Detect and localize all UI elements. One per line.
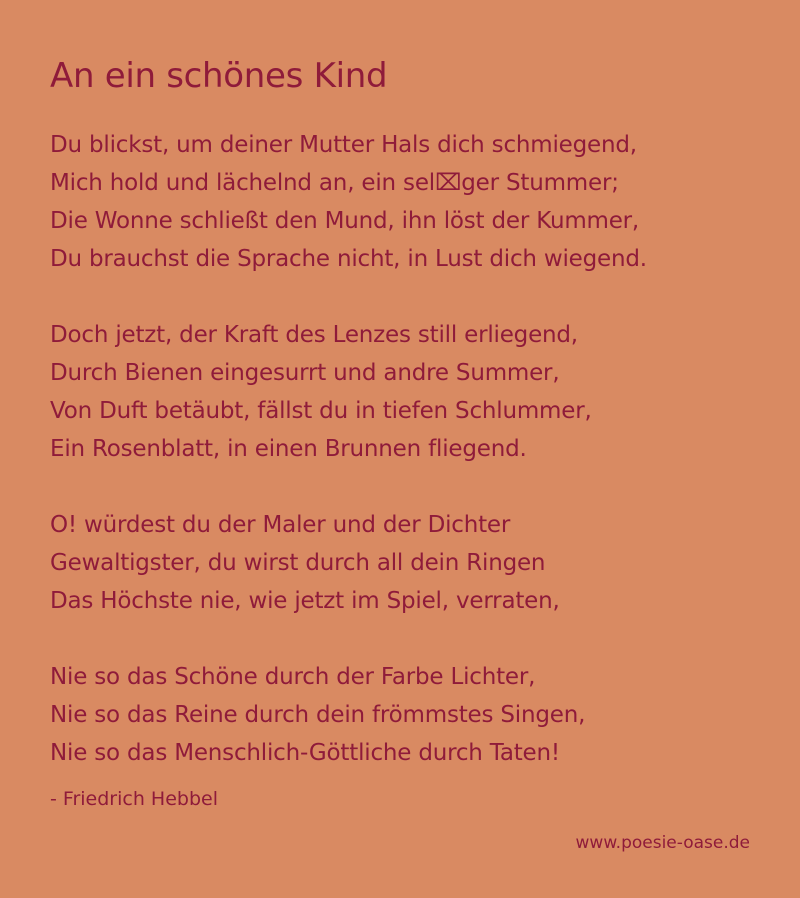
poem-line: Von Duft betäubt, fällst du in tiefen Schlummer, [50, 398, 592, 424]
poem-line: Die Wonne schließt den Mund, ihn löst der Kummer, [50, 208, 640, 234]
poem-line: Du brauchst die Sprache nicht, in Lust dich wiegend. [50, 246, 647, 272]
poem-line: Gewaltigster, du wirst durch all dein Ringen [50, 550, 546, 576]
poem-line: Mich hold und lächelnd an, ein sel⌧ger Stummer; [50, 170, 619, 196]
poem-line: Nie so das Schöne durch der Farbe Lichter, [50, 664, 536, 690]
poem-title: An ein schönes Kind [50, 56, 388, 96]
poem-line: Du blickst, um deiner Mutter Hals dich schmiegend, [50, 132, 637, 158]
poem-body [50, 126, 770, 810]
stanza-1 [50, 126, 770, 278]
stanza-3 [50, 506, 770, 620]
poem-line: Ein Rosenblatt, in einen Brunnen fliegend. [50, 436, 527, 462]
poem-author: - Friedrich Hebbel [50, 788, 218, 810]
stanza-2 [50, 316, 770, 468]
website-url: www.poesie-oase.de [575, 833, 750, 853]
poem-line: Nie so das Reine durch dein frömmstes Singen, [50, 702, 586, 728]
poem-line: O! würdest du der Maler und der Dichter [50, 512, 511, 538]
poem-line: Durch Bienen eingesurrt und andre Summer, [50, 360, 560, 386]
poem-line: Nie so das Menschlich-Göttliche durch Taten! [50, 740, 560, 766]
poem-line: Das Höchste nie, wie jetzt im Spiel, verraten, [50, 588, 560, 614]
poem-line: Doch jetzt, der Kraft des Lenzes still erliegend, [50, 322, 578, 348]
stanza-4 [50, 658, 770, 772]
